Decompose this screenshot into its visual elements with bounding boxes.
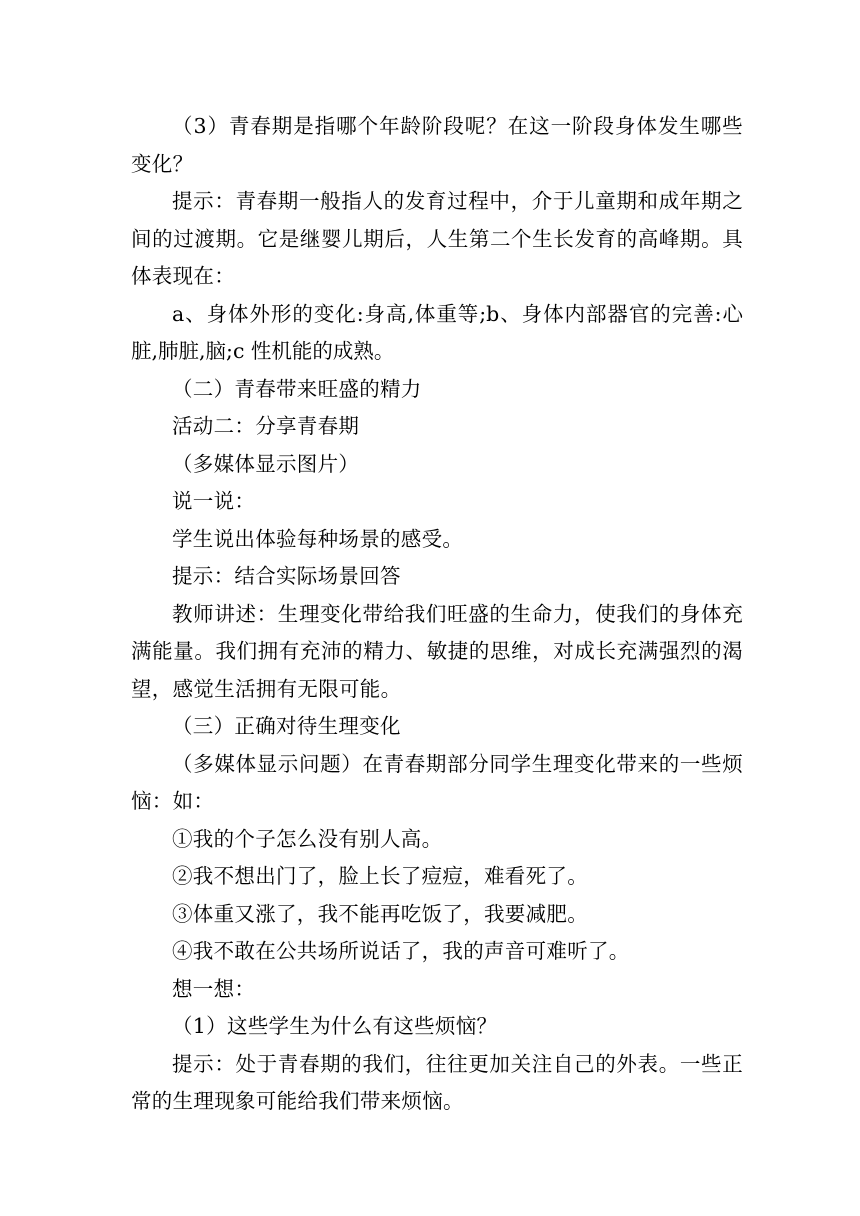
hint-adolescence-paragraph: 提示：青春期一般指人的发育过程中，介于儿童期和成年期之间的过渡期。它是继婴儿期后，人生第二个生长发育的高峰期。具体表现在： [131, 189, 743, 288]
section-2-heading: （二）青春带来旺盛的精力 [172, 376, 422, 401]
worry-item-1: ①我的个子怎么没有别人高。 [172, 826, 443, 851]
document-body [131, 108, 743, 1121]
hint-appearance-paragraph: 提示：处于青春期的我们，往往更加关注自己的外表。一些正常的生理现象可能给我们带来烦恼。 [131, 1051, 743, 1113]
say-prompt: 说一说： [172, 489, 256, 513]
worry-item-4: ④我不敢在公共场所说话了，我的声音可难听了。 [172, 939, 630, 963]
question-1-paragraph: （1）这些学生为什么有这些烦恼？ [172, 1014, 498, 1038]
multimedia-question-paragraph: （多媒体显示问题）在青春期部分同学生理变化带来的一些烦恼：如： [131, 751, 743, 813]
activity-2-heading: 活动二：分享青春期 [172, 414, 360, 438]
teacher-narration-paragraph: 教师讲述：生理变化带给我们旺盛的生命力，使我们的身体充满能量。我们拥有充沛的精力、敏捷的思维，对成长充满强烈的渴望，感觉生活拥有无限可能。 [131, 601, 743, 701]
think-prompt: 想一想： [172, 976, 256, 1001]
student-task-paragraph: 学生说出体验每种场景的感受。 [172, 526, 464, 551]
worry-item-3: ③体重又涨了，我不能再吃饭了，我要减肥。 [172, 901, 588, 926]
multimedia-images-note: （多媒体显示图片） [172, 451, 360, 476]
section-3-heading: （三）正确对待生理变化 [172, 714, 401, 738]
hint-scene-paragraph: 提示：结合实际场景回答 [172, 564, 401, 588]
question-3-paragraph: （3）青春期是指哪个年龄阶段呢？在这一阶段身体发生哪些变化？ [131, 114, 743, 176]
worry-item-2: ②我不想出门了，脸上长了痘痘，难看死了。 [172, 864, 588, 888]
body-changes-paragraph: a、身体外形的变化:身高,体重等;b、身体内部器官的完善:心脏,肺脏,脑;c 性机能的成熟。 [131, 301, 743, 363]
